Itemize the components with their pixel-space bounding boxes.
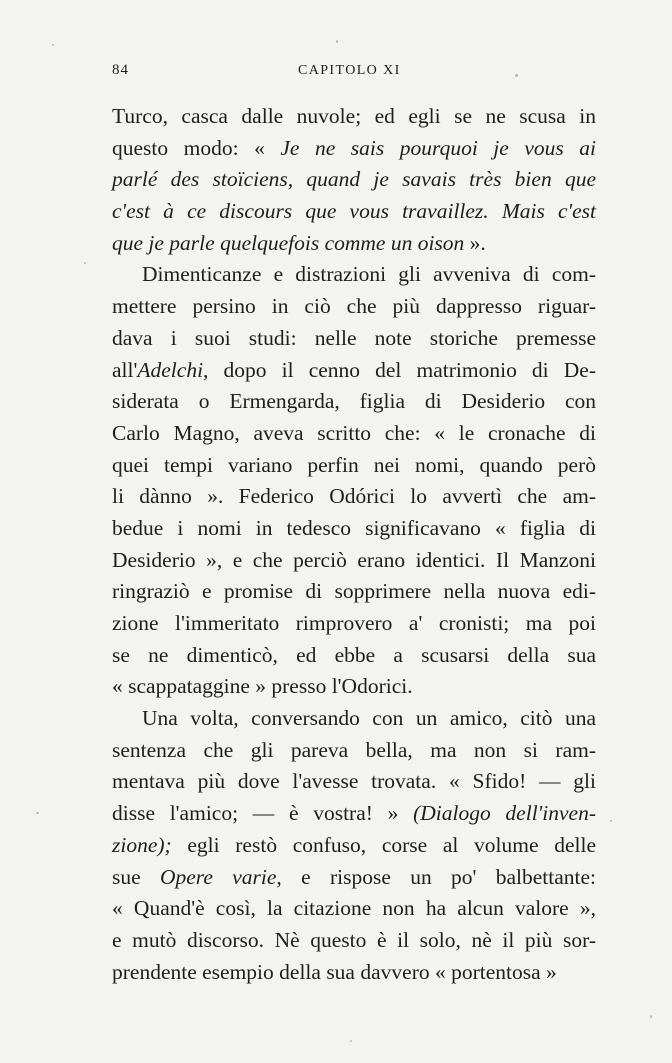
italic-text: que je parle quelquefois comme un oison <box>112 230 465 255</box>
text-line: zione l'immeritato rimprovero a' cronisti; ma poi <box>112 611 596 635</box>
text-line: se ne dimenticò, ed ebbe a scusarsi della sua <box>112 642 596 667</box>
italic-text: Adelchi <box>137 357 204 382</box>
text-line <box>112 164 596 196</box>
text-line: ringraziò e promise di sopprimere nella nuova edi- <box>112 579 596 604</box>
text-line: bedue i nomi in tedesco significavano « figlia di <box>112 515 596 540</box>
text-line: mentava più dove l'avesse trovata. « Sfido! — gli <box>112 769 596 794</box>
scan-speck <box>336 40 338 43</box>
text-line: Carlo Magno, aveva scritto che: « le cronache di <box>112 420 596 445</box>
text-line: questo modo: « Je ne sais pourquoi je vous ai <box>112 135 596 160</box>
text-line: mettere persino in ciò che più dappresso riguar- <box>112 294 596 319</box>
text-line: prendente esempio della sua davvero « portentosa » <box>112 959 557 984</box>
text-line: que je parle quelquefois comme un oison ». <box>112 230 486 255</box>
scan-speck <box>84 262 86 264</box>
text-line: Una volta, conversando con un amico, citò una <box>142 706 596 731</box>
scan-speck <box>610 820 612 822</box>
italic-text: zione); <box>112 832 172 857</box>
text-line <box>112 196 596 228</box>
text-line: sue Opere varie, e rispose un po' balbettante: <box>112 864 596 889</box>
text-line: li dànno ». Federico Odórici lo avvertì che am- <box>112 484 596 509</box>
text-line: Desiderio », e che perciò erano identici. Il Manzoni <box>112 547 596 572</box>
text-line: sentenza che gli pareva bella, ma non si ram- <box>112 737 596 762</box>
text-line: « Quand'è così, la citazione non ha alcun valore », <box>112 896 596 921</box>
italic-text: parlé des stoïciens, quand je savais très bien que <box>112 167 596 192</box>
text-line: quei tempi variano perfin nei nomi, quando però <box>112 452 596 477</box>
scan-speck <box>52 44 54 46</box>
italic-text: c'est à ce discours que vous travaillez. Mais c'est <box>112 199 596 224</box>
scan-speck <box>650 1015 652 1018</box>
scan-speck <box>36 812 39 814</box>
running-title: CAPITOLO XI <box>298 63 401 78</box>
italic-text: Opere varie <box>159 864 277 889</box>
text-line: e mutò discorso. Nè questo è il solo, nè il più sor- <box>112 927 596 952</box>
scan-speck <box>350 1040 352 1042</box>
italic-text: Je ne sais pourquoi je vous ai <box>280 135 596 160</box>
text-line: all'Adelchi, dopo il cenno del matrimonio di De- <box>112 357 596 382</box>
text-line: « scappataggine » presso l'Odorici. <box>112 674 413 699</box>
text-line: zione); egli restò confuso, corse al volume delle <box>112 832 596 857</box>
text-line: disse l'amico; — è vostra! » (Dialogo dell'inven- <box>112 801 596 826</box>
text-line: Turco, casca dalle nuvole; ed egli se ne scusa in <box>112 104 596 128</box>
italic-text: (Dialogo dell'inven- <box>413 801 596 826</box>
body-text <box>112 101 596 988</box>
page-header <box>112 62 592 86</box>
text-line: siderata o Ermengarda, figlia di Desiderio con <box>112 389 596 414</box>
text-line: dava i suoi studi: nelle note storiche premesse <box>112 325 596 350</box>
page-number: 84 <box>112 62 129 78</box>
text-line: Dimenticanze e distrazioni gli avveniva di com- <box>142 262 596 287</box>
